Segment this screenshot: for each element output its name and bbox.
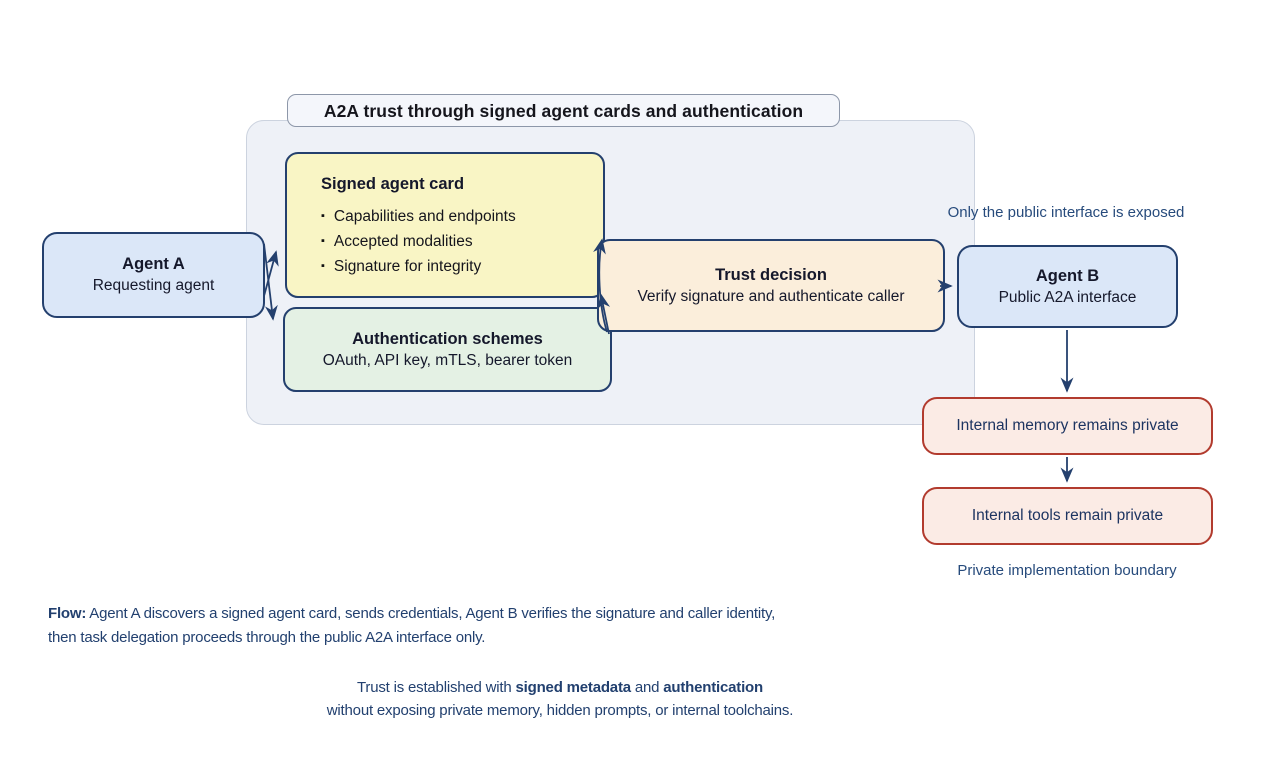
signed-card-bullet: Capabilities and endpoints <box>333 208 516 225</box>
trust-decision-title: Trust decision <box>715 265 827 284</box>
auth-schemes-subtitle: OAuth, API key, mTLS, bearer token <box>322 351 573 369</box>
signed-card-title: Signed agent card <box>321 175 465 193</box>
agent-b-subtitle: Public A2A interface <box>998 288 1137 306</box>
node-internal-tools: Internal tools remain private <box>922 487 1213 545</box>
node-internal-memory: Internal memory remains private <box>922 397 1213 455</box>
node-trust-decision <box>597 239 945 332</box>
flow-label: Flow: <box>48 605 87 622</box>
bullet-icon: ▪ <box>321 210 325 222</box>
agent-a-title: Agent A <box>122 255 185 273</box>
node-signed-agent-card <box>285 152 605 298</box>
signed-card-bullet-row <box>321 229 473 254</box>
signed-card-bullet: Accepted modalities <box>333 233 473 250</box>
signed-card-bullet: Signature for integrity <box>333 258 482 275</box>
flow-caption <box>48 602 1008 649</box>
private-boundary-note: Private implementation boundary <box>957 562 1177 579</box>
public-interface-note: Only the public interface is exposed <box>947 204 1185 221</box>
summary-bold-signed-metadata: signed metadata <box>515 679 631 696</box>
bullet-icon: ▪ <box>321 235 325 247</box>
node-agent-a <box>42 232 265 318</box>
auth-schemes-title: Authentication schemes <box>352 329 543 348</box>
summary-line-2: without exposing private memory, hidden prompts, or internal toolchains. <box>326 702 794 719</box>
summary-caption <box>140 676 980 722</box>
bullet-icon: ▪ <box>321 260 325 272</box>
flow-line-1: Flow: Agent A discovers a signed agent card, sends credentials, Agent B verifies the signature and caller identity, <box>48 605 776 622</box>
signed-card-bullet-row <box>321 254 481 279</box>
signed-card-bullet-row <box>321 204 516 229</box>
flow-line-2: then task delegation proceeds through the public A2A interface only. <box>48 628 486 646</box>
node-agent-b <box>957 245 1178 328</box>
agent-b-title: Agent B <box>1035 266 1100 285</box>
trust-decision-subtitle: Verify signature and authenticate caller <box>637 287 905 305</box>
summary-bold-authentication: authentication <box>663 679 763 696</box>
agent-a-subtitle: Requesting agent <box>92 277 215 294</box>
node-auth-schemes <box>283 307 612 392</box>
summary-line-1: Trust is established with signed metadata and authentication <box>357 679 763 696</box>
diagram-title: A2A trust through signed agent cards and authentication <box>287 94 840 127</box>
